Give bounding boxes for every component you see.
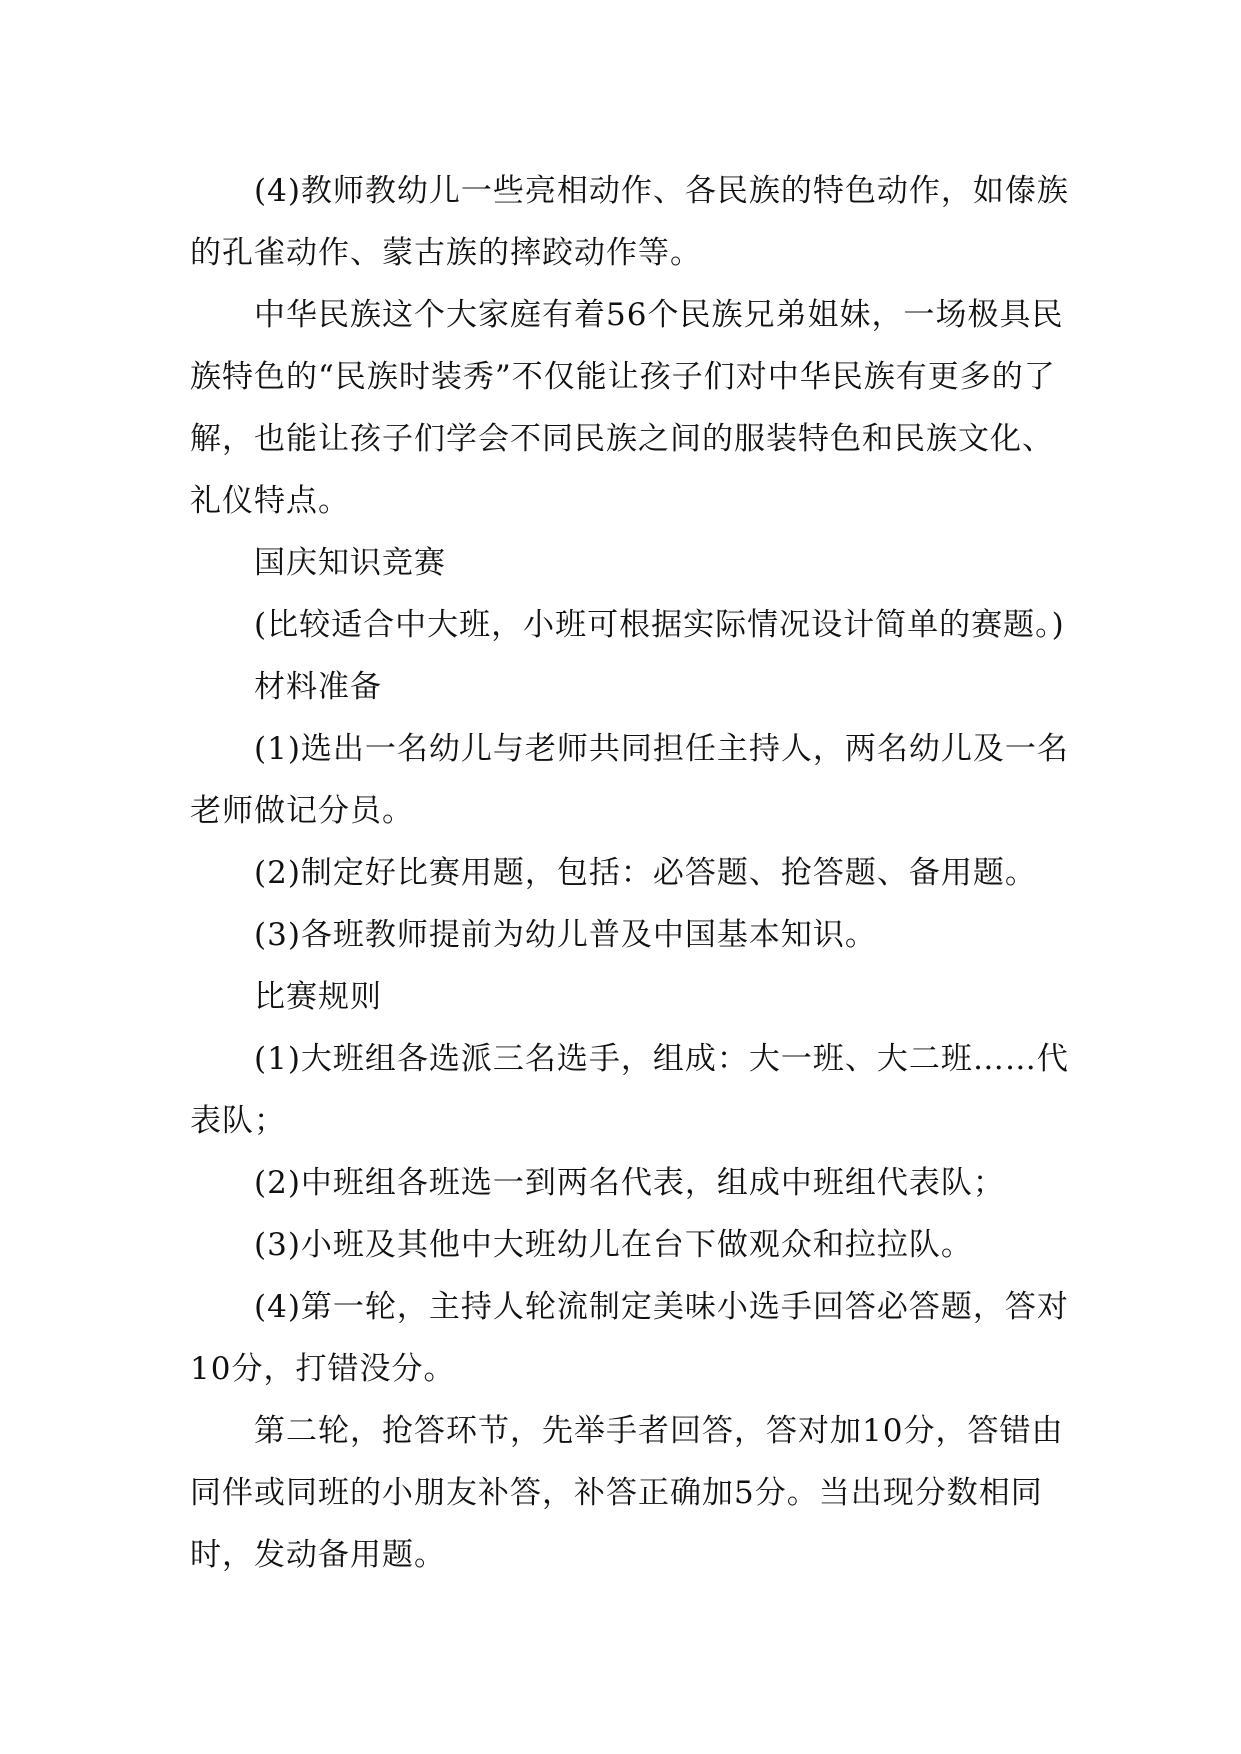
paragraph-quiz-note: (比较适合中大班，小班可根据实际情况设计简单的赛题。) (254, 607, 1065, 643)
section-heading-materials: 材料准备 (254, 669, 382, 705)
paragraph-rule-2: (2)中班组各班选一到两名代表，组成中班组代表队； (254, 1165, 1005, 1201)
paragraph-rule-3: (3)小班及其他中大班幼儿在台下做观众和拉拉队。 (254, 1227, 973, 1263)
paragraph-round-2: 第二轮，抢答环节，先举手者回答，答对加10分，答错由同伴或同班的小朋友补答，补答正确加5分。当出现分数相同时，发动备用题。 (190, 1413, 1064, 1573)
section-heading-quiz: 国庆知识竞赛 (254, 545, 446, 581)
paragraph-material-1: (1)选出一名幼儿与老师共同担任主持人，两名幼儿及一名老师做记分员。 (190, 731, 1069, 829)
paragraph-rule-1: (1)大班组各选派三名选手，组成：大一班、大二班……代表队； (190, 1041, 1069, 1139)
section-heading-rules: 比赛规则 (254, 979, 382, 1015)
paragraph-rule-4: (4)第一轮，主持人轮流制定美味小选手回答必答题，答对10分，打错没分。 (190, 1289, 1069, 1387)
paragraph-ethnic-fashion-show: 中华民族这个大家庭有着56个民族兄弟姐妹，一场极具民族特色的“民族时装秀”不仅能让孩子们对中华民族有更多的了解，也能让孩子们学会不同民族之间的服装特色和民族文化、礼仪特点。 (190, 297, 1064, 519)
paragraph-dance-moves: (4)教师教幼儿一些亮相动作、各民族的特色动作，如傣族的孔雀动作、蒙古族的摔跤动作等。 (190, 173, 1069, 271)
paragraph-material-3: (3)各班教师提前为幼儿普及中国基本知识。 (254, 917, 877, 953)
document-body (190, 160, 1070, 1586)
paragraph-material-2: (2)制定好比赛用题，包括：必答题、抢答题、备用题。 (254, 855, 1037, 891)
